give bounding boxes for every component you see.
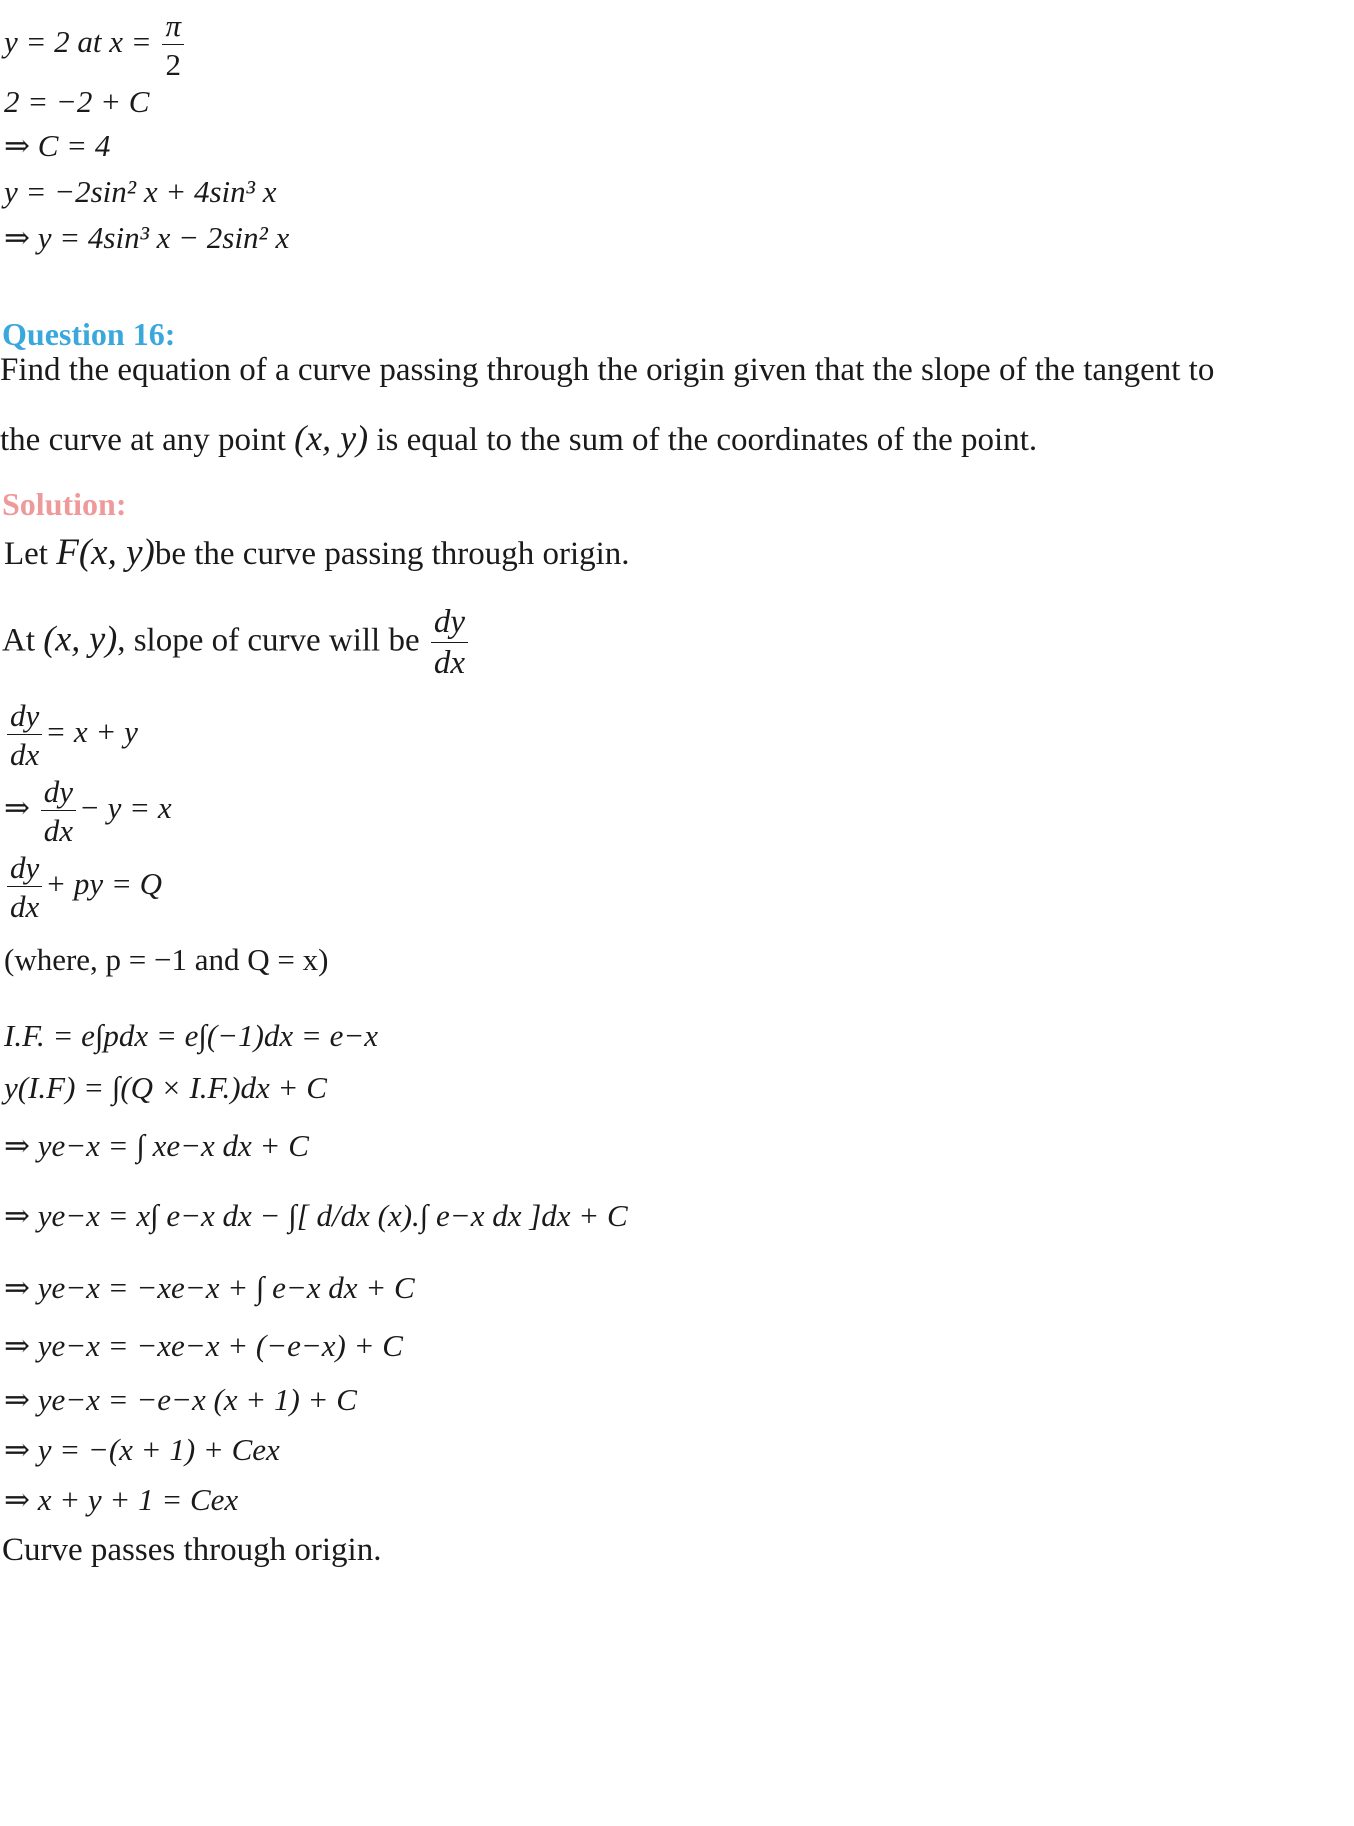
implies-symbol: ⇒ (4, 790, 30, 826)
dy-dx-fraction (7, 700, 42, 770)
question-text-part: the curve at any point (0, 422, 295, 458)
question-text (0, 336, 1350, 474)
general-solution-line: y(I.F) = ∫(Q × I.F.)dx + C (4, 1070, 327, 1105)
eq-rhs: − y = x (79, 790, 172, 826)
question-text-part: is equal to the sum of the coordinates of the point. (368, 422, 1038, 458)
line-constant-eq: 2 = −2 + C (4, 84, 150, 119)
where-line: (where, p = −1 and Q = x) (4, 942, 329, 977)
frac-num: π (162, 10, 184, 45)
step-2: ⇒ ye−x = x∫ e−x dx − ∫[ d/dx (x).∫ e−x dx ]dx + C (4, 1198, 628, 1233)
eq-rhs: + py = Q (45, 866, 162, 902)
question-text-line-1: Find the equation of a curve passing through the origin given that the slope of the tangent to (0, 352, 1215, 388)
frac-den: dx (10, 737, 40, 772)
step-6: ⇒ y = −(x + 1) + Cex (4, 1432, 280, 1467)
frac-den: dx (10, 889, 40, 924)
line-y-final-sin: ⇒ y = 4sin³ x − 2sin² x (4, 220, 290, 255)
frac-den: 2 (165, 47, 181, 82)
question-heading: Question 16: (2, 316, 176, 352)
frac-den: dx (433, 645, 466, 681)
frac-den: dx (43, 813, 73, 848)
step-4: ⇒ ye−x = −xe−x + (−e−x) + C (4, 1328, 403, 1363)
line-y-equals-2 (4, 10, 187, 80)
line-c-equals-4: ⇒ C = 4 (4, 128, 111, 163)
point-xy: (x, y) (294, 418, 369, 458)
frac-num: dy (431, 606, 468, 643)
dy-dx-fraction (431, 606, 468, 680)
let-text: Let (4, 536, 57, 572)
pi-over-2-fraction (162, 10, 184, 80)
step-7: ⇒ x + y + 1 = Cex (4, 1482, 239, 1517)
frac-num: dy (41, 776, 76, 811)
eq-standard-form (4, 852, 162, 922)
frac-num: dy (7, 852, 42, 887)
let-line (4, 534, 630, 571)
question-text-line-2 (0, 404, 1350, 474)
at-text: At (2, 622, 44, 659)
eq-rhs: = x + y (45, 714, 138, 750)
dy-dx-fraction (7, 852, 42, 922)
integrating-factor-line: I.F. = e∫pdx = e∫(−1)dx = e−x (4, 1018, 379, 1053)
line-y-sin: y = −2sin² x + 4sin³ x (4, 174, 277, 209)
point-xy: (x, y) (43, 618, 118, 659)
frac-num: dy (7, 700, 42, 735)
final-statement: Curve passes through origin. (2, 1532, 382, 1568)
curve-function: F(x, y) (56, 532, 155, 573)
eq-dydx-x-plus-y (4, 700, 138, 770)
let-text: be the curve passing through origin. (154, 536, 630, 572)
eq-text: y = 2 at x = (4, 24, 152, 60)
eq-dydx-minus-y (4, 776, 172, 846)
solution-heading: Solution: (2, 486, 127, 522)
slope-text: , slope of curve will be (117, 622, 428, 659)
slope-line (2, 606, 471, 680)
step-3: ⇒ ye−x = −xe−x + ∫ e−x dx + C (4, 1270, 415, 1305)
dy-dx-fraction (41, 776, 76, 846)
step-5: ⇒ ye−x = −e−x (x + 1) + C (4, 1382, 357, 1417)
step-1: ⇒ ye−x = ∫ xe−x dx + C (4, 1128, 309, 1163)
